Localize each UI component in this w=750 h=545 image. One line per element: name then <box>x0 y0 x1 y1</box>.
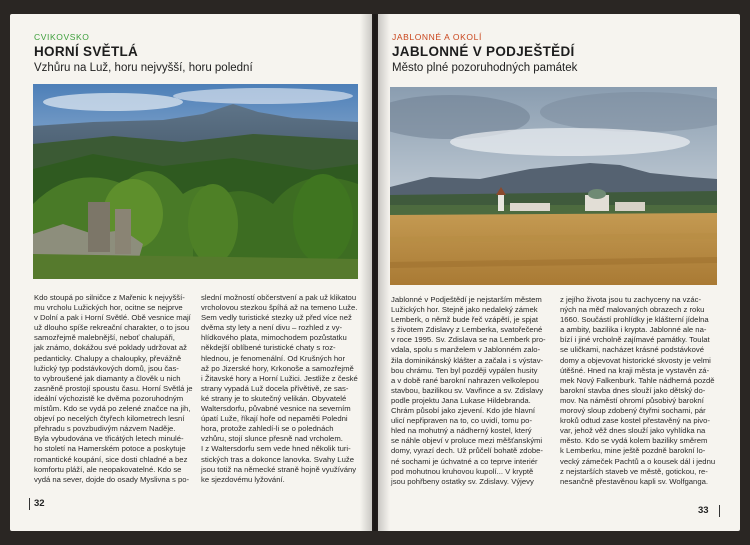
text-line: hlednou, je fenomenální. Od Krušných hor <box>201 353 346 363</box>
text-line: v Dolní a pak i Horní Světlé. Obě vesnice mají <box>34 313 191 323</box>
text-line: ho století na Hamerském potoce a poskytuje <box>34 444 186 454</box>
text-line: podle projektu Jana Lukase Hildebranda. <box>391 395 531 405</box>
text-line: 1660. Součástí prohlídky je klášterní jídelna <box>560 315 709 325</box>
text-line: stavbou, bazilikou sv. Vavřince a sv. Zdislavy <box>391 385 544 395</box>
text-line: vydá na sever, dojde do osady Myslivna s po- <box>34 474 190 484</box>
text-line: hora, protože zahledí-li se o polednách <box>201 424 334 434</box>
text-line: i Žitavské hory a Horní Lužici. Jestliže z české <box>201 373 358 383</box>
text-line: domy a objevovat historické skvosty je velmi <box>560 355 711 365</box>
section-label: JABLONNÉ A OKOLÍ <box>392 32 482 42</box>
text-line: bízí i jiné vrcholně zajímavé památky. Toulat <box>560 335 710 345</box>
page-subtitle: Vzhůru na Luž, horu nejvyšší, horu polední <box>34 62 253 74</box>
town-photo <box>390 87 717 285</box>
page-subtitle: Město plné pozoruhodných památek <box>392 62 578 74</box>
folio-rule <box>29 498 30 510</box>
text-line: morový sloup zdobený čtyřmi sochami, pár <box>560 406 706 416</box>
landscape-photo-illustration <box>33 84 358 279</box>
book-gutter <box>360 14 390 531</box>
text-line: nesančně přestavěnou kapli sv. Wolfganga. <box>560 476 709 486</box>
text-line: né sochami je úchvatné a co teprve interiér <box>391 456 538 466</box>
text-line: v roce 1995. Sv. Zdislava se na Lemberk pro- <box>391 335 546 345</box>
text-line: Jablonné v Podještědí je nejstarším městem <box>391 295 542 304</box>
text-line: zasněně prostojí spoustu času. Horní Světlá je <box>34 383 193 393</box>
text-line: k Lemberku, mine ještě pozdně barokní lo- <box>560 446 706 456</box>
text-line: samozřejmě malebnější, neboť chalupáři, <box>34 333 175 343</box>
text-line: z jejího života jsou tu zachyceny na vzác- <box>560 295 702 304</box>
text-line: mek Nový Falkenburk. Tahle nádherná pozdě <box>560 375 715 385</box>
text-line: Kdo stoupá po silničce z Mařenic k nejvyšší- <box>34 293 185 302</box>
text-line: vzhůru, stojí slunce přesně nad vrcholem. <box>201 434 343 444</box>
text-line: ké strany je to skutečný velikán. Obyvatelé <box>201 393 347 403</box>
text-line: z nejstarších staveb ve městě, gotickou, re- <box>560 466 708 476</box>
text-line: město. Kdo se vydá kolem baziliky směrem <box>560 436 708 446</box>
text-line: Byla vybudována ve třicátých letech minulé- <box>34 434 184 444</box>
text-line: vecký zámeček Pachtů a o kousek dál i jednu <box>560 456 716 466</box>
text-line: vrcholovou stezkou špíhá až na temeno Luže. <box>201 303 358 313</box>
text-line: ideální výchozistě ke dvěma pozoruhodným <box>34 393 184 403</box>
text-line: ných na měď malovaných obrazech z roku <box>560 305 705 315</box>
body-column-2 <box>560 295 730 487</box>
text-line: ulicí nepřipraven na to, co uvidí, tomu po- <box>391 416 533 426</box>
text-line: a v době rané barokní nahrazen velkolepou <box>391 375 539 385</box>
text-line: bou chrámu. Ten byl později vypálen husity <box>391 365 538 375</box>
text-line: útěšné. Hned na kraji města je vystavěn zá- <box>560 365 710 375</box>
text-line: mov. Na náměstí ohromí působivý barokní <box>560 395 704 405</box>
text-line: ke sjezdovému lyžování. <box>201 474 285 484</box>
section-label: CVIKOVSKO <box>34 32 90 42</box>
text-line: Lužických hor. Stejně jako nedaleký zámek <box>391 305 538 315</box>
text-line: žila dominikánský klášter a začala i s výstav- <box>391 355 544 365</box>
text-line: pedanticky. Chalupy a chaloupky, převážně <box>34 353 182 363</box>
text-line: kroků odtud zase kostel přestavěný na pivo- <box>560 416 710 426</box>
text-line: přehradu s povzbudivým názvem Naděje. <box>34 424 176 434</box>
text-line: lužický typ podstávkových domů, jsou čas- <box>34 363 179 373</box>
text-line: barokní stavba dnes slouží jako dětský do- <box>560 385 706 395</box>
page-title: HORNÍ SVĚTLÁ <box>34 44 139 59</box>
text-line: komfortu pláží, ale neopakovatelné. Kdo se <box>34 464 182 474</box>
text-line: var, jehož věž dnes slouží jako vyhlídka na <box>560 426 706 436</box>
right-page <box>378 14 740 531</box>
page-number: 33 <box>698 505 709 516</box>
text-line: stických tras a dokonce lanovka. Svahy Luže <box>201 454 354 464</box>
text-line: někdejší oblíbené turistické chaty s roz- <box>201 343 336 353</box>
text-line: slední možností občerstvení a pak už klikatou <box>201 293 357 302</box>
text-line: domy, vyrazí dech. Už průčelí bohatě zdobe- <box>391 446 543 456</box>
text-line: vdala, spolu s manželem v Jablonném zalo- <box>391 345 541 355</box>
text-line: s životem Zdislavy z Lemberka, svatořečené <box>391 325 543 335</box>
text-line: I z Waltersdorfu sem vede hned několik turi- <box>201 444 351 454</box>
text-line: jak známo, dokážou své poklady udržovat až <box>34 343 187 353</box>
text-line: hlídkového plata, mimochodem pozůstatku <box>201 333 347 343</box>
text-line: se uličkami, nacházet krásné podstávkové <box>560 345 705 355</box>
landscape-photo <box>33 84 358 279</box>
body-column-2 <box>201 293 366 485</box>
text-line: Sem vedly turistické stezky už před více než <box>201 313 352 323</box>
left-page <box>10 14 372 531</box>
text-line: dvěma sty lety a není divu – rozhled z vy- <box>201 323 343 333</box>
text-line: hled na mohutný a nádherný kostel, který <box>391 426 532 436</box>
text-line: pod mohutnou kruhovou kupolí... V kryptě <box>391 466 534 476</box>
text-line: se náhle objeví v proluce mezi měšťanskými <box>391 436 543 446</box>
text-line: objeví po necelých čtyřech kilometrech lesní <box>34 414 185 424</box>
text-line: místům. Kdo se vydá po zelené značce na jih, <box>34 404 191 414</box>
text-line: Chrám působí jako zjevení. Kdo jde hlavní <box>391 406 536 416</box>
text-line: to vybroušené jak diamanty a člověk u nich <box>34 373 181 383</box>
text-line: Waltersdorfu, půvabné vesnice na severním <box>201 404 351 414</box>
body-column-1 <box>34 293 194 485</box>
page-number: 32 <box>34 498 45 509</box>
text-line: mu vrcholu Lužických hor, ocitne se nejprve <box>34 303 183 313</box>
text-line: a ambity, bazilika i krypta. Jablonné ale na- <box>560 325 707 335</box>
text-line: strany vypadá Luž docela přívětivě, ze sas- <box>201 383 349 393</box>
text-line: jsou totiž na německé straně hojně využívány <box>201 464 357 474</box>
folio-rule <box>719 505 720 517</box>
body-column-1 <box>391 295 551 487</box>
text-line: úpatí Luže, říkají hoře od nepaměti Poledni <box>201 414 348 424</box>
text-line: už dlouho spíše rekreační charakter, o to jsou <box>34 323 190 333</box>
text-line: až po Jizerské hory, Krkonoše a samozřejmě <box>201 363 354 373</box>
text-line: Lemberk, o němž bude řeč vzápětí, je spjat <box>391 315 538 325</box>
text-line: romantické koupání, sice dosti chladné a bez <box>34 454 188 464</box>
page-title: JABLONNÉ V PODJEŠTĚDÍ <box>392 44 575 59</box>
text-line: jsou pohřbeny ostatky sv. Zdislavy. Výjevy <box>391 476 534 486</box>
town-photo-illustration <box>390 87 717 285</box>
